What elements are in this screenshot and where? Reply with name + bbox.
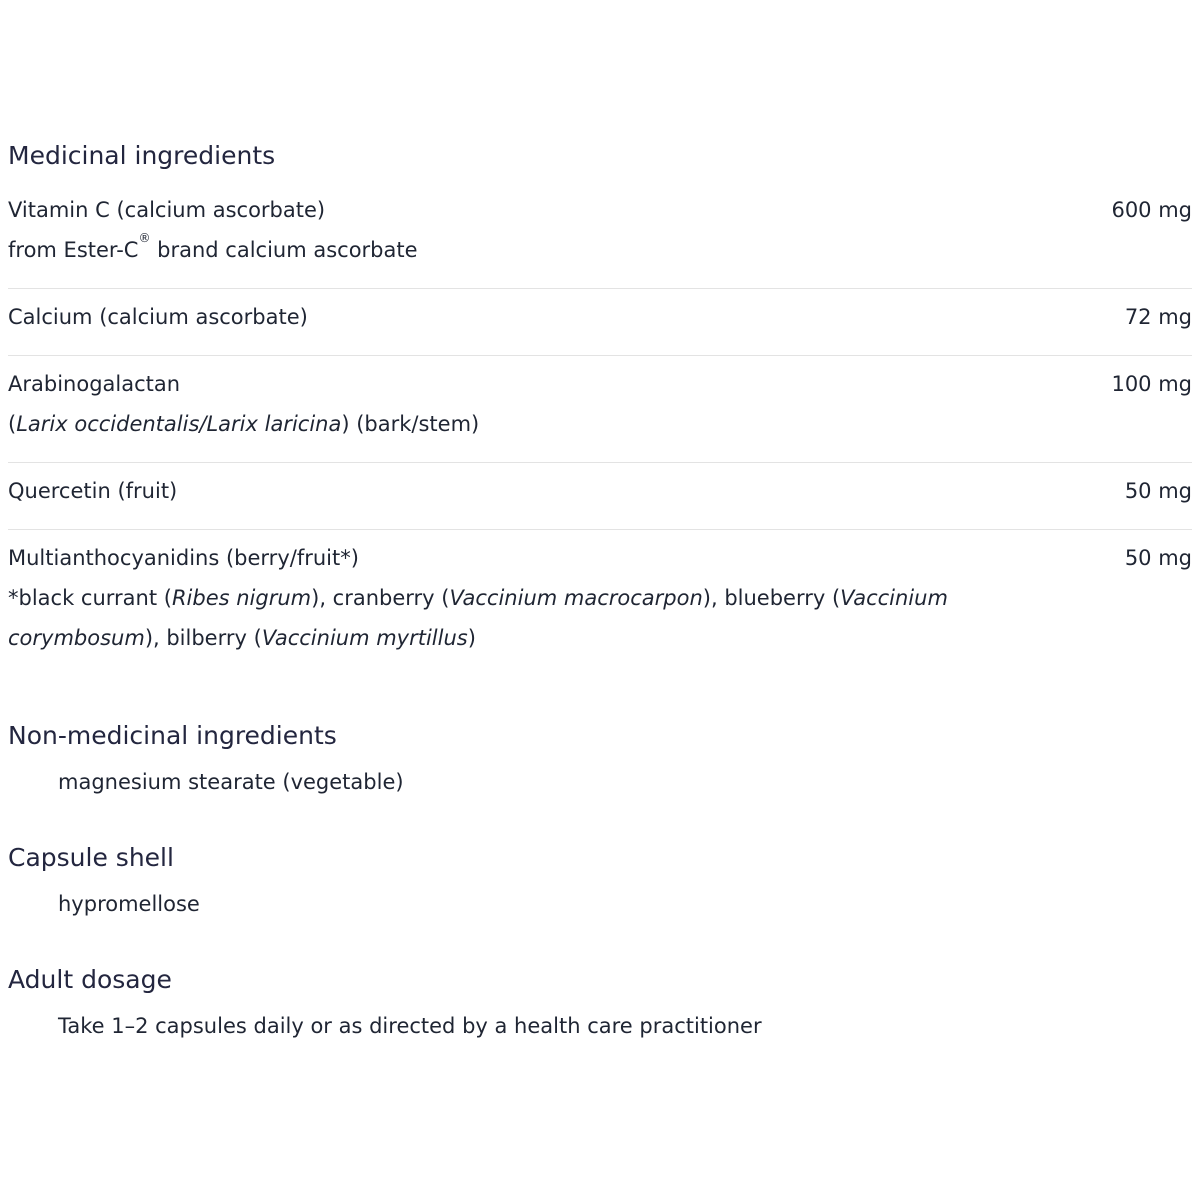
source-text: from Ester-C — [8, 238, 139, 262]
latin-name: Larix occidentalis/Larix laricina — [16, 412, 342, 436]
product-info — [8, 138, 1192, 1042]
source-text: ), bilberry ( — [144, 626, 262, 650]
ingredient-name: Vitamin C (calcium ascorbate) — [8, 198, 326, 222]
ingredient-amount: 72 mg — [1124, 305, 1192, 329]
ingredient-row — [8, 548, 1192, 658]
ingredient-amount: 600 mg — [1111, 198, 1192, 222]
ingredient-source — [8, 404, 479, 444]
capsule-shell-section — [8, 840, 1192, 920]
ingredient-name: Arabinogalactan — [8, 372, 181, 396]
latin-name: Vaccinium macrocarpon — [449, 586, 703, 610]
adult-dosage-text: Take 1–2 capsules daily or as directed by a health care practitioner — [58, 1014, 762, 1038]
source-text: ) (bark/stem) — [341, 412, 480, 436]
adult-dosage-section — [8, 962, 1192, 1042]
registered-mark: ® — [138, 231, 151, 245]
ingredient-row — [8, 200, 1192, 289]
capsule-shell-text: hypromellose — [58, 892, 200, 916]
source-text: *black currant ( — [8, 586, 172, 610]
ingredient-amount: 100 mg — [1111, 372, 1192, 396]
ingredient-description — [8, 297, 308, 337]
latin-name: Ribes nigrum — [171, 586, 312, 610]
ingredient-name: Quercetin (fruit) — [8, 479, 178, 503]
adult-dosage-heading: Adult dosage — [8, 965, 172, 994]
latin-name: Vaccinium corymbosum — [8, 586, 948, 650]
source-text: ( — [8, 412, 17, 436]
latin-name: Vaccinium myrtillus — [261, 626, 468, 650]
medicinal-ingredients-list — [8, 200, 1192, 658]
non-medicinal-section — [8, 718, 1192, 798]
medicinal-ingredients-heading: Medicinal ingredients — [8, 141, 276, 170]
ingredient-description — [8, 471, 177, 511]
ingredient-description — [8, 190, 418, 270]
ingredient-source — [8, 578, 988, 658]
source-text: ), blueberry ( — [702, 586, 841, 610]
ingredient-name: Calcium (calcium ascorbate) — [8, 305, 308, 329]
ingredient-amount: 50 mg — [1124, 546, 1192, 570]
non-medicinal-text: magnesium stearate (vegetable) — [58, 770, 404, 794]
ingredient-amount: 50 mg — [1124, 479, 1192, 503]
ingredient-description — [8, 538, 988, 658]
ingredient-description — [8, 364, 479, 444]
ingredient-name: Multianthocyanidins (berry/fruit*) — [8, 546, 359, 570]
ingredient-row — [8, 374, 1192, 463]
source-text: ) — [467, 626, 476, 650]
ingredient-row — [8, 481, 1192, 530]
ingredient-row — [8, 307, 1192, 356]
capsule-shell-heading: Capsule shell — [8, 843, 174, 872]
ingredient-source — [8, 230, 418, 270]
non-medicinal-heading: Non-medicinal ingredients — [8, 721, 337, 750]
source-text: brand calcium ascorbate — [150, 238, 418, 262]
source-text: ), cranberry ( — [311, 586, 450, 610]
